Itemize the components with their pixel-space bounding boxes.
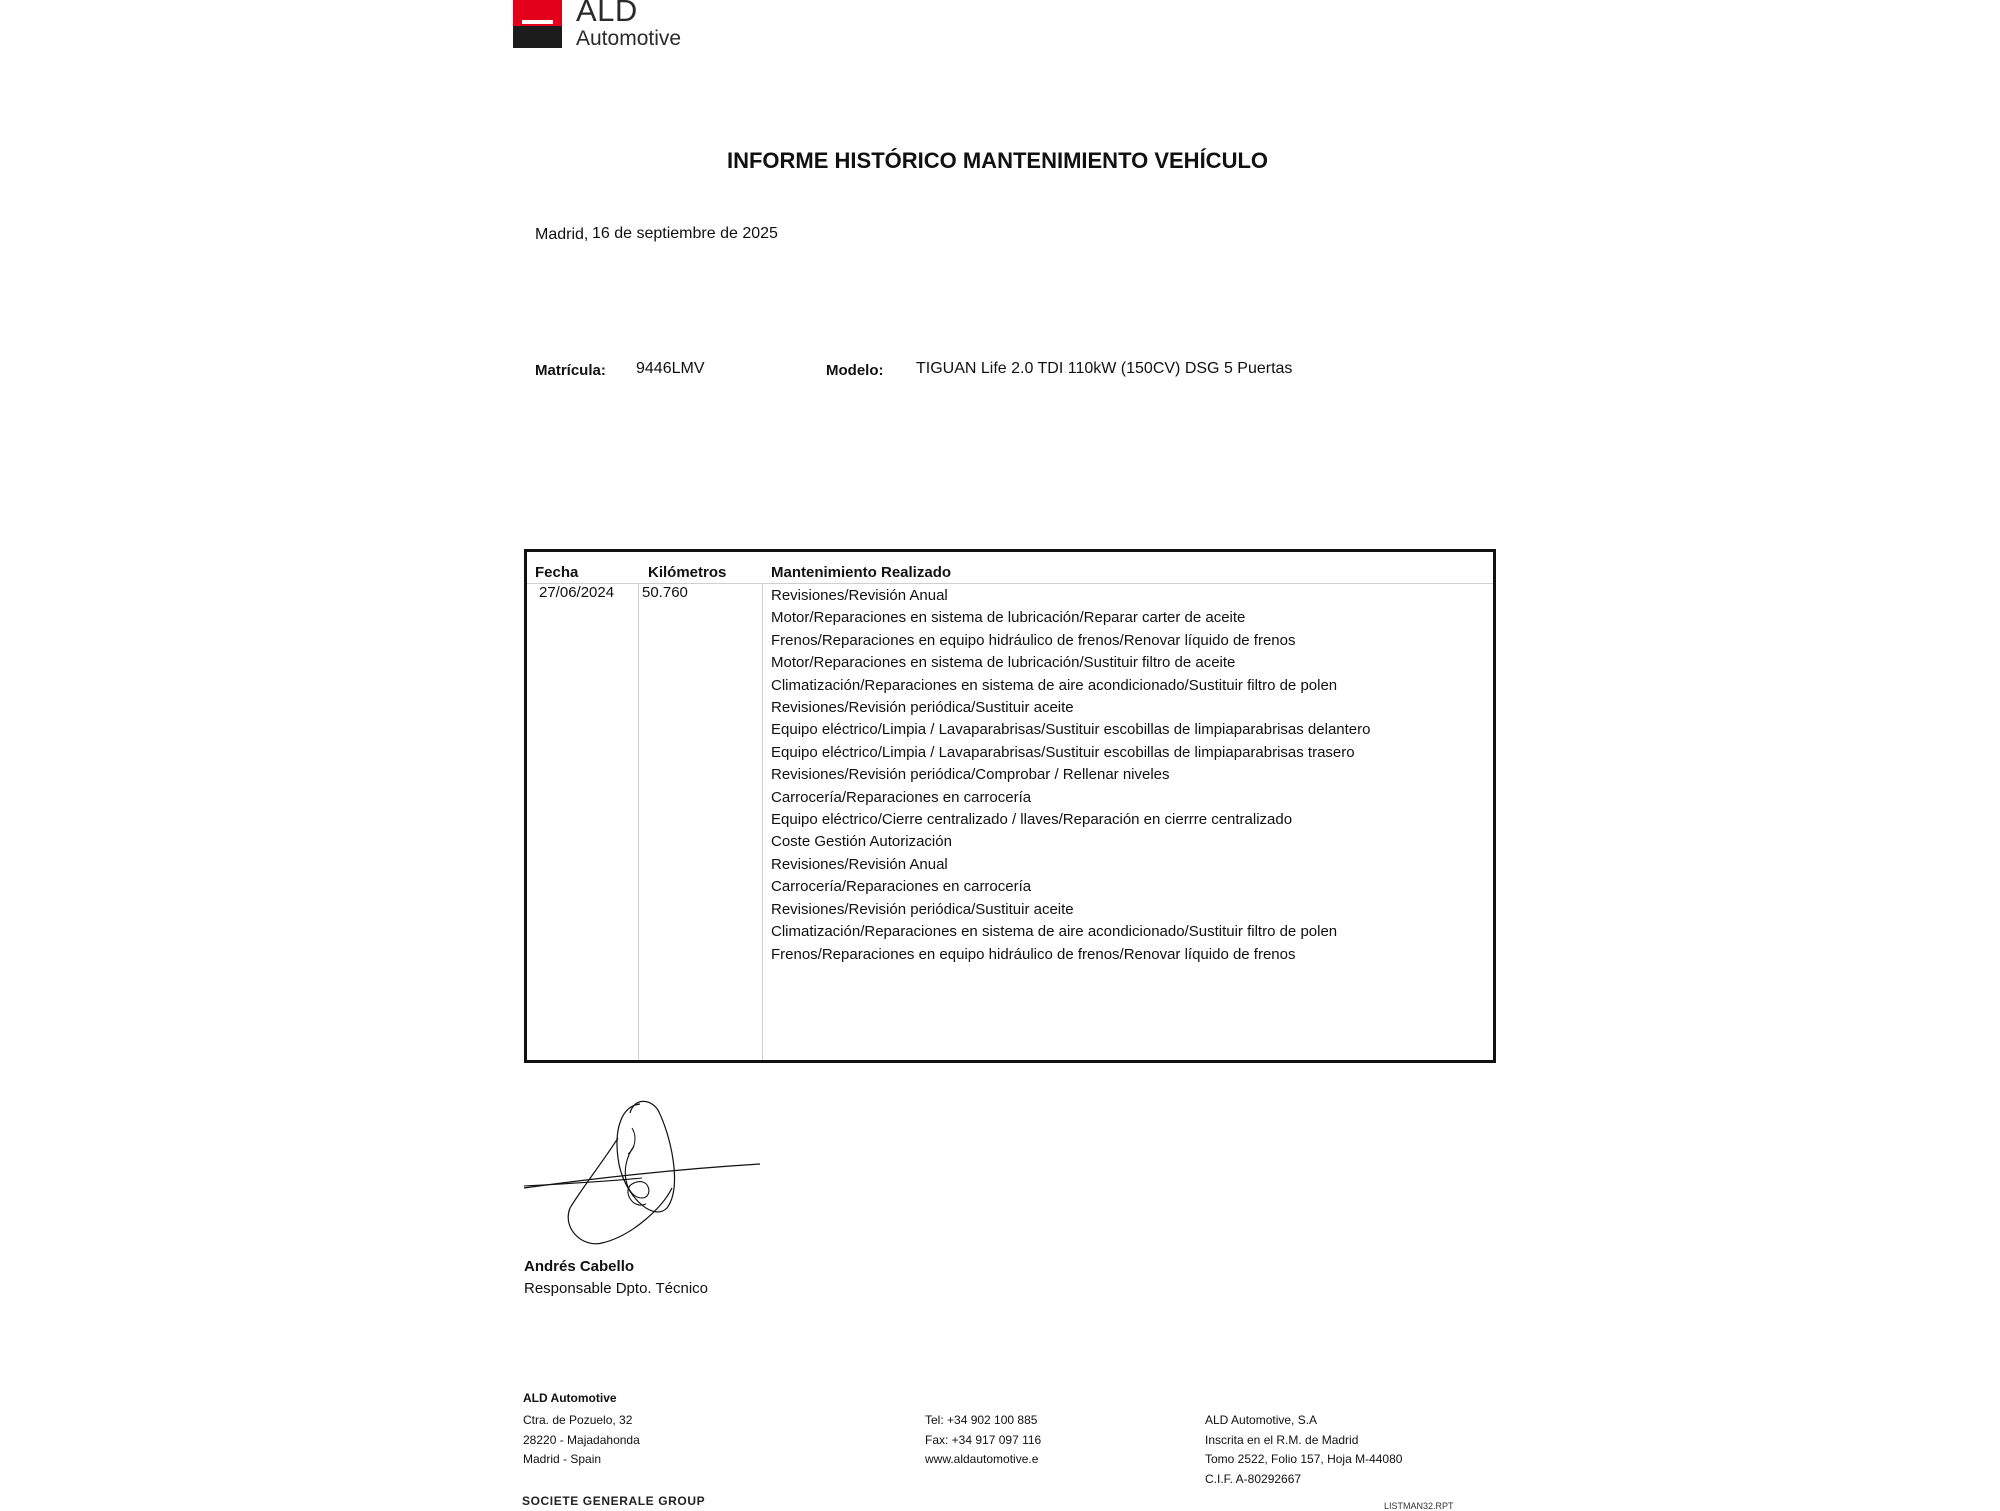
footer-address: [523, 1411, 640, 1470]
footer-fax: Fax: +34 917 097 116: [925, 1432, 1042, 1447]
plate-label: Matrícula:: [535, 362, 606, 379]
model-value: TIGUAN Life 2.0 TDI 110kW (150CV) DSG 5 Puertas: [916, 360, 1293, 377]
footer-legal-line: ALD Automotive, S.A: [1205, 1413, 1318, 1427]
work-item: Revisiones/Revisión periódica/Sustituir aceite: [771, 900, 1074, 918]
work-items-list: [771, 585, 1411, 966]
footer-legal-line: Inscrita en el R.M. de Madrid: [1205, 1432, 1359, 1447]
work-item: Motor/Reparaciones en sistema de lubricación/Sustituir filtro de aceite: [771, 654, 1236, 672]
work-item: Revisiones/Revisión Anual: [771, 855, 948, 873]
company-logo: [513, 0, 699, 52]
model-label: Modelo:: [826, 362, 884, 379]
work-item: Carrocería/Reparaciones en carrocería: [771, 878, 1032, 896]
column-divider: [762, 583, 763, 1060]
plate-value: 9446LMV: [636, 360, 705, 377]
work-item: Climatización/Reparaciones en sistema de aire acondicionado/Sustituir filtro de polen: [771, 676, 1338, 694]
logo-brand: ALD: [576, 0, 638, 28]
work-item: Frenos/Reparaciones en equipo hidráulico de frenos/Renovar líquido de frenos: [771, 631, 1296, 649]
work-item: Revisiones/Revisión Anual: [771, 587, 948, 604]
work-item: Equipo eléctrico/Limpia / Lavaparabrisas/Sustituir escobillas de limpiaparabrisas trasero: [771, 743, 1355, 761]
document-date: 16 de septiembre de 2025: [592, 225, 778, 242]
document-place: Madrid,: [535, 226, 589, 243]
work-item: Equipo eléctrico/Limpia / Lavaparabrisas/Sustituir escobillas de limpiaparabrisas delantero: [771, 721, 1371, 739]
signer-role: Responsable Dpto. Técnico: [524, 1280, 708, 1297]
footer-address-line: Madrid - Spain: [523, 1452, 602, 1466]
footer-group: SOCIETE GENERALE GROUP: [522, 1494, 706, 1508]
work-item: Frenos/Reparaciones en equipo hidráulico de frenos/Renovar líquido de frenos: [771, 945, 1296, 963]
footer-company: ALD Automotive: [523, 1391, 617, 1405]
work-item: Carrocería/Reparaciones en carrocería: [771, 788, 1032, 806]
footer-contact: [925, 1411, 1041, 1470]
work-item: Revisiones/Revisión periódica/Comprobar / Rellenar niveles: [771, 766, 1170, 784]
logo-mark: [513, 0, 562, 48]
work-item: Motor/Reparaciones en sistema de lubricación/Reparar carter de aceite: [771, 609, 1246, 627]
signer-name: Andrés Cabello: [524, 1258, 635, 1275]
column-divider: [638, 583, 639, 1060]
footer-legal-line: C.I.F. A-80292667: [1205, 1471, 1302, 1486]
header-work: Mantenimiento Realizado: [771, 564, 952, 581]
maintenance-table: [524, 549, 1496, 1063]
handwritten-signature: [522, 1098, 762, 1248]
header-date: Fecha: [535, 564, 579, 581]
row-km: 50.760: [642, 584, 688, 601]
footer-legal-line: Tomo 2522, Folio 157, Hoja M-44080: [1205, 1452, 1403, 1466]
footer-address-line: 28220 - Majadahonda: [523, 1432, 640, 1447]
footer-phone: Tel: +34 902 100 885: [925, 1413, 1038, 1427]
document-title: INFORME HISTÓRICO MANTENIMIENTO VEHÍCULO: [726, 148, 1269, 173]
work-item: Climatización/Reparaciones en sistema de aire acondicionado/Sustituir filtro de polen: [771, 923, 1338, 941]
work-item: Revisiones/Revisión periódica/Sustituir aceite: [771, 699, 1074, 717]
report-code: LISTMAN32.RPT: [1384, 1501, 1454, 1511]
footer-legal: [1205, 1411, 1402, 1489]
work-item: Equipo eléctrico/Cierre centralizado / llaves/Reparación en cierrre centralizado: [771, 811, 1293, 829]
footer-website: www.aldautomotive.e: [925, 1452, 1039, 1466]
header-km: Kilómetros: [648, 564, 727, 581]
row-date: 27/06/2024: [539, 584, 615, 601]
logo-subtitle: Automotive: [576, 27, 682, 50]
footer-address-line: Ctra. de Pozuelo, 32: [523, 1413, 633, 1427]
work-item: Coste Gestión Autorización: [771, 833, 952, 851]
